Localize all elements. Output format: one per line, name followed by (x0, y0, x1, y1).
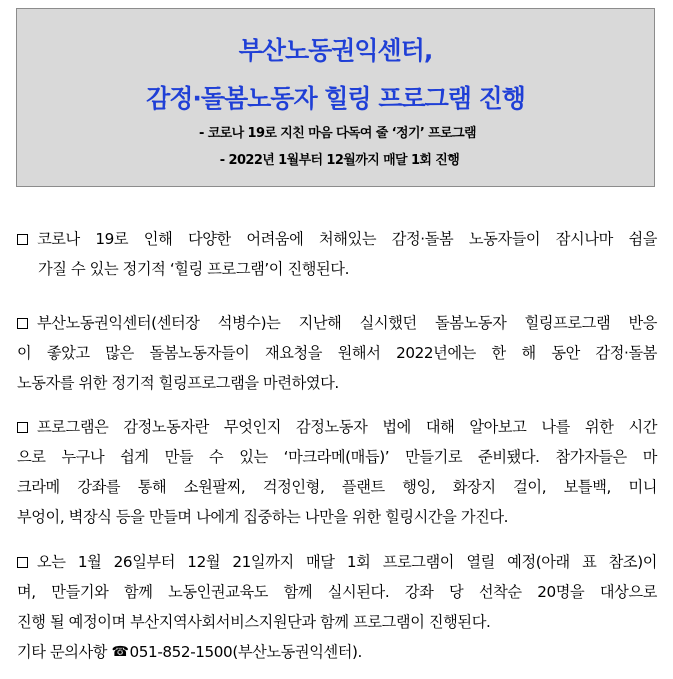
checkbox-bullet-icon (17, 557, 28, 568)
paragraph-3 (17, 412, 657, 532)
headline-subtitle2: - 2022년 1월부터 12월까지 매달 1회 진행 (219, 153, 460, 168)
headline-title-line1: 부산노동권익센터, (238, 36, 433, 65)
headline-title-line2: 감정·돌봄노동자 힐링 프로그램 진행 (146, 84, 525, 113)
paragraph-2 (17, 308, 657, 398)
paragraph-1 (17, 224, 657, 284)
paragraph-line: 크라메 강좌를 통해 소원팔찌, 걱정인형, 플랜트 행잉, 화장지 걸이, 보틀백, 미니 (17, 478, 657, 496)
paragraph-line: 며, 만들기와 함께 노동인권교육도 함께 실시된다. 강좌 당 선착순 20명을 대상으로 (17, 583, 657, 601)
contact-phone: 051-852-1500(부산노동권익센터). (129, 643, 362, 661)
paragraph-line: 부산노동권익센터(센터장 석병수)는 지난해 실시했던 돌봄노동자 힐링프로그램 반응 (37, 314, 657, 332)
paragraph-line: 코로나 19로 인해 다양한 어려움에 처해있는 감정·돌봄 노동자들이 잠시나마 쉼을 (37, 230, 657, 248)
checkbox-bullet-icon (17, 234, 28, 245)
paragraph-line: 프로그램은 감정노동자란 무엇인지 감정노동자 법에 대해 알아보고 나를 위한 시간 (37, 418, 657, 436)
checkbox-bullet-icon (17, 318, 28, 329)
contact-prefix: 기타 문의사항 (17, 643, 112, 661)
telephone-icon: ☎ (111, 644, 129, 660)
checkbox-bullet-icon (17, 422, 28, 433)
paragraph-line: 오는 1월 26일부터 12월 21일까지 매달 1회 프로그램이 열릴 예정(아래 표 참조)이 (37, 553, 657, 571)
headline-box (16, 8, 655, 187)
paragraph-line: 진행 될 예정이며 부산지역사회서비스지원단과 함께 프로그램이 진행된다. (17, 613, 491, 631)
paragraph-line: 이 좋았고 많은 돌봄노동자들이 재요청을 원해서 2022년에는 한 해 동안 감정·돌봄 (17, 344, 657, 362)
headline-subtitle1: - 코로나 19로 지친 마음 다독여 줄 ‘정기’ 프로그램 (198, 126, 476, 141)
paragraph-4 (17, 547, 657, 667)
paragraph-line: 부엉이, 벽장식 등을 만들며 나에게 집중하는 나만을 위한 힐링시간을 가진다. (17, 508, 509, 526)
paragraph-line: 가질 수 있는 정기적 ‘힐링 프로그램’이 진행된다. (38, 260, 350, 278)
paragraph-line: 노동자를 위한 정기적 힐링프로그램을 마련하였다. (17, 374, 339, 392)
paragraph-line: 으로 누구나 쉽게 만들 수 있는 ‘마크라메(매듭)’ 만들기로 준비됐다. 참가자들은 마 (17, 448, 657, 466)
contact-line (17, 637, 657, 667)
